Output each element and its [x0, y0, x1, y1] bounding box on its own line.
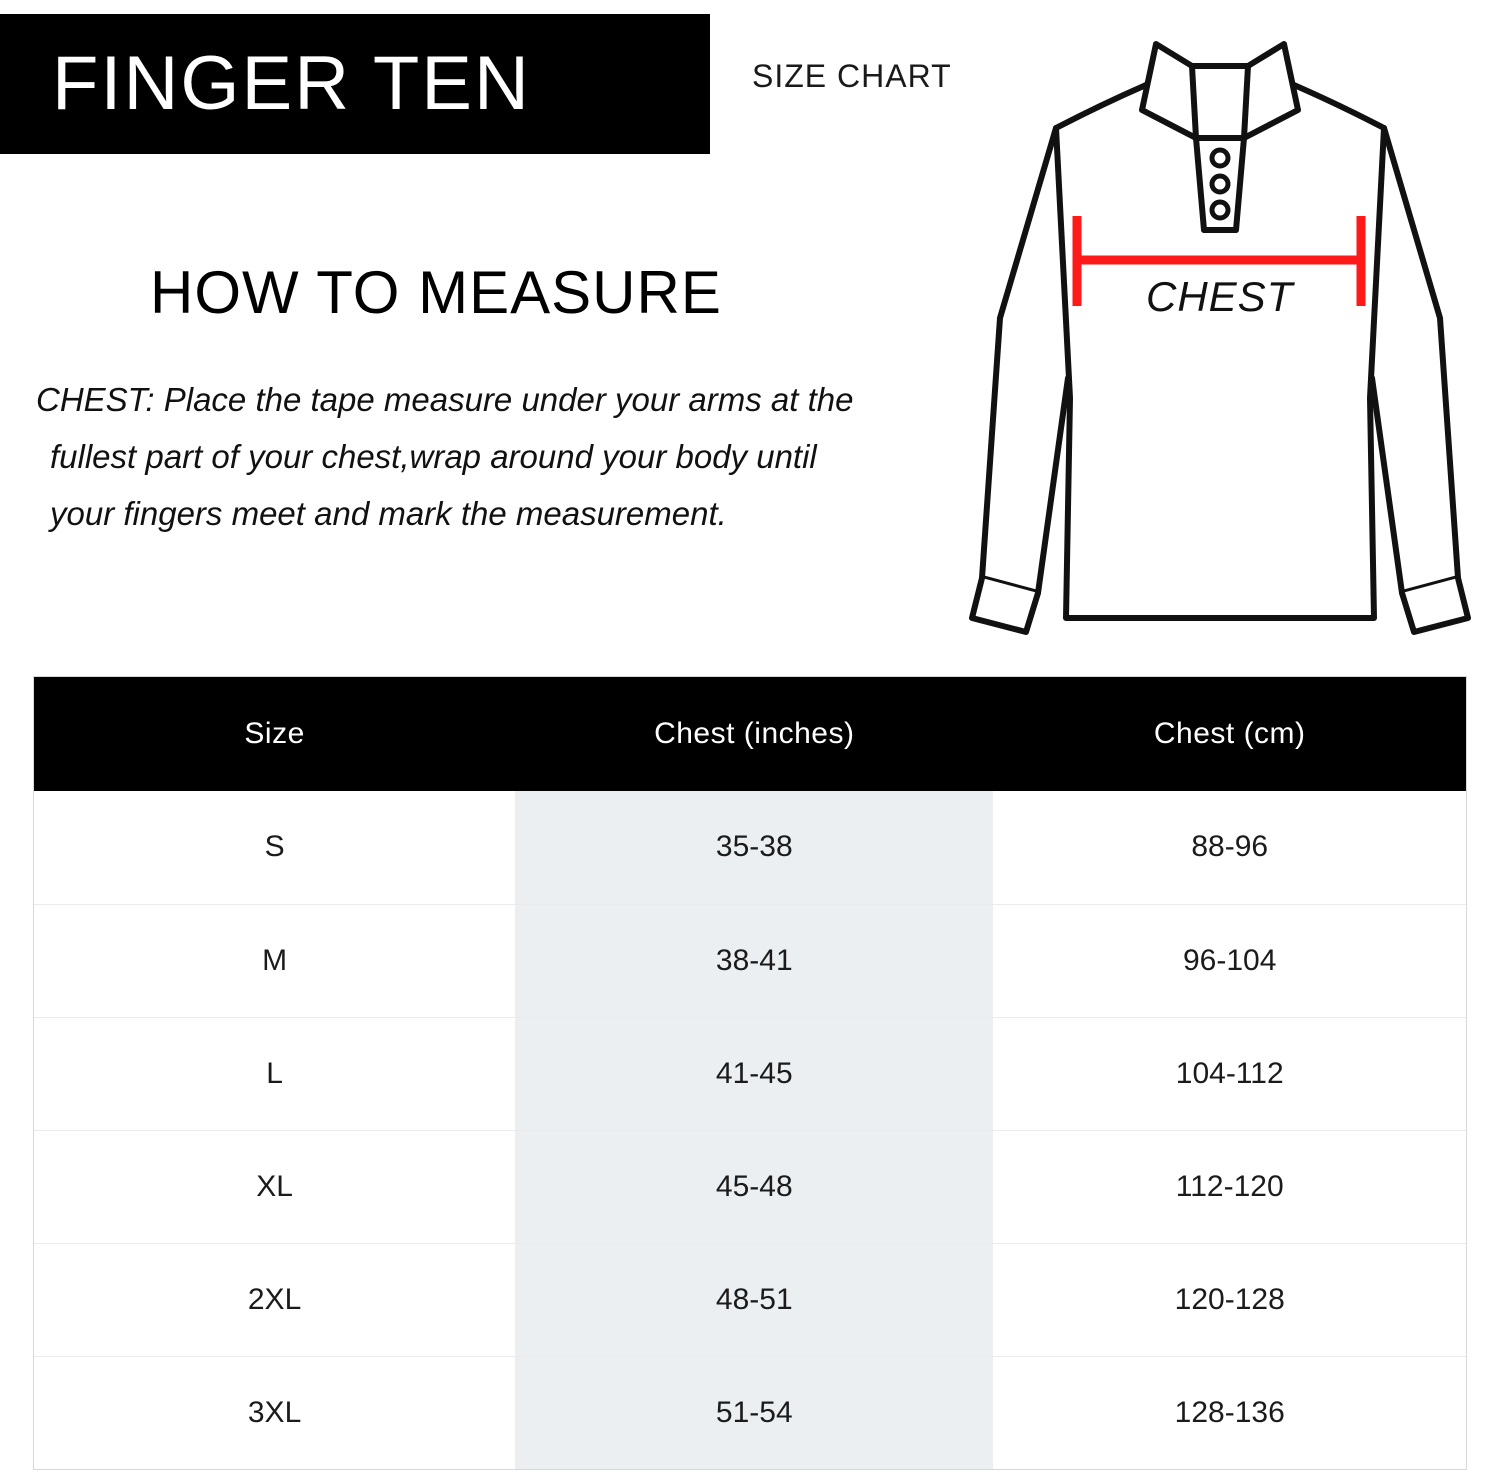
cell-size: 3XL [34, 1356, 515, 1469]
column-header-chest-inches: Chest (inches) [515, 677, 993, 791]
cell-chest-cm: 112-120 [993, 1130, 1466, 1243]
cell-chest-inches: 35-38 [515, 791, 993, 904]
cell-chest-inches: 41-45 [515, 1017, 993, 1130]
table-row [34, 1017, 1466, 1130]
shirt-outline-icon [960, 18, 1480, 643]
column-header-chest-cm: Chest (cm) [993, 677, 1466, 791]
measure-line-1: Place the tape measure under your arms at the [163, 381, 854, 418]
chest-term-label: CHEST: [36, 381, 155, 418]
table-row [34, 904, 1466, 1017]
how-to-measure-title: HOW TO MEASURE [150, 259, 722, 326]
cell-chest-cm: 88-96 [993, 791, 1466, 904]
cell-size: S [34, 791, 515, 904]
table-row [34, 1243, 1466, 1356]
table-row [34, 1356, 1466, 1469]
cell-size: 2XL [34, 1243, 515, 1356]
button-icons [1212, 150, 1228, 218]
cell-chest-cm: 120-128 [993, 1243, 1466, 1356]
cell-size: M [34, 904, 515, 1017]
cell-size: L [34, 1017, 515, 1130]
size-chart-caption: SIZE CHART [752, 58, 952, 94]
table-row [34, 791, 1466, 904]
brand-name: FINGER TEN [52, 41, 531, 126]
chest-callout-label: CHEST [1146, 273, 1294, 320]
cell-chest-inches: 48-51 [515, 1243, 993, 1356]
measure-line-2: fullest part of your chest,wrap around your body until [50, 437, 817, 475]
polo-shirt-illustration [960, 18, 1480, 643]
cell-size: XL [34, 1130, 515, 1243]
cell-chest-cm: 104-112 [993, 1017, 1466, 1130]
cell-chest-inches: 51-54 [515, 1356, 993, 1469]
how-to-measure-body [36, 372, 996, 542]
column-header-size: Size [34, 677, 515, 791]
table-row [34, 1130, 1466, 1243]
cell-chest-inches: 38-41 [515, 904, 993, 1017]
cell-chest-cm: 96-104 [993, 904, 1466, 1017]
measure-line-3: your fingers meet and mark the measurement. [50, 494, 727, 532]
cell-chest-inches: 45-48 [515, 1130, 993, 1243]
size-table [33, 676, 1467, 1470]
cell-chest-cm: 128-136 [993, 1356, 1466, 1469]
brand-banner [0, 14, 710, 154]
table-header-row [34, 677, 1466, 791]
